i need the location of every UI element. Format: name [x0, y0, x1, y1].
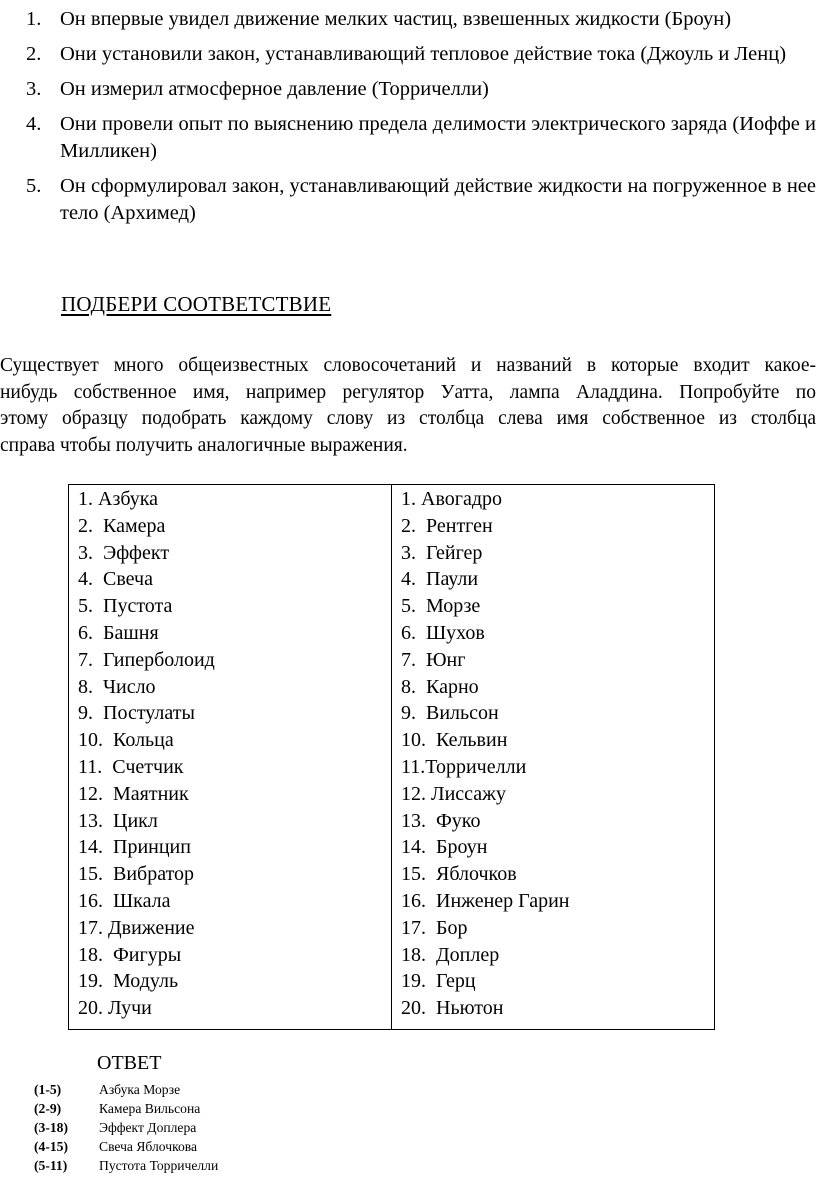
list-item: 9. Постулаты — [78, 702, 195, 725]
answer-row — [34, 1156, 218, 1175]
questions-list — [26, 6, 816, 235]
matching-table — [68, 484, 715, 1030]
question-item — [26, 111, 816, 165]
list-item: 20. Ньютон — [401, 997, 504, 1020]
list-item: 7. Гиперболоид — [78, 648, 215, 671]
list-item: 11.Торричелли — [401, 755, 527, 778]
list-item: 18. Фигуры — [78, 943, 182, 966]
question-text: Он измерил атмосферное давление (Торричелли) — [60, 78, 489, 100]
intro-line: нибудь собственное имя, например регулятор Уатта, лампа Аладдина. Попробуйте по — [0, 381, 816, 403]
list-item: 11. Счетчик — [78, 755, 184, 778]
answer-row — [34, 1118, 218, 1137]
question-number: 1. — [26, 8, 42, 30]
answer-code: (1-5) — [34, 1082, 62, 1097]
table-row — [69, 485, 715, 1030]
question-item — [26, 41, 816, 68]
question-number: 2. — [26, 43, 42, 65]
list-item: 17. Движение — [78, 916, 195, 939]
answer-title: ОТВЕТ — [97, 1052, 162, 1074]
list-item: 6. Шухов — [401, 621, 485, 644]
question-item — [26, 173, 816, 227]
list-item: 17. Бор — [401, 916, 468, 939]
answer-text: Пустота Торричелли — [99, 1158, 219, 1173]
question-number: 5. — [26, 175, 42, 197]
list-item: 14. Броун — [401, 836, 488, 859]
answer-text: Камера Вильсона — [99, 1101, 201, 1116]
answer-row — [34, 1137, 218, 1156]
list-item: 20. Лучи — [78, 997, 152, 1020]
left-column-cell — [69, 485, 392, 1030]
question-text: Они установили закон, устанавливающий тепловое действие тока (Джоуль и Ленц) — [60, 43, 787, 65]
list-item: 18. Доплер — [401, 943, 500, 966]
list-item: 1. Азбука — [78, 488, 159, 510]
list-item: 16. Шкала — [78, 889, 171, 912]
intro-paragraph — [0, 353, 816, 459]
list-item: 3. Гейгер — [401, 541, 483, 564]
list-item: 9. Вильсон — [401, 702, 499, 725]
answer-row — [34, 1080, 218, 1099]
question-text: Он сформулировал закон, устанавливающий действие жидкости на погруженное в нее тело (Архимед) — [60, 175, 816, 224]
answers-list — [34, 1080, 218, 1175]
question-item — [26, 6, 816, 33]
question-item — [26, 76, 816, 103]
list-item: 15. Вибратор — [78, 863, 195, 886]
right-column-cell — [392, 485, 715, 1030]
answer-code: (2-9) — [34, 1101, 62, 1116]
question-text: Он впервые увидел движение мелких частиц, взвешенных жидкости (Броун) — [60, 8, 732, 30]
list-item: 1. Авогадро — [401, 488, 503, 510]
answer-code: (5-11) — [34, 1158, 68, 1173]
list-item: 19. Модуль — [78, 970, 179, 993]
list-item: 12. Лиссажу — [401, 782, 506, 805]
list-item: 6. Башня — [78, 621, 159, 644]
list-item: 5. Морзе — [401, 595, 481, 618]
list-item: 3. Эффект — [78, 541, 170, 564]
intro-line: этому образцу подобрать каждому слову из столбца слева имя собственное из столбца — [0, 408, 816, 429]
question-number: 4. — [26, 113, 42, 135]
list-item: 8. Число — [78, 675, 156, 698]
list-item: 12. Маятник — [78, 782, 189, 805]
list-item: 4. Свеча — [78, 568, 153, 591]
list-item: 14. Принцип — [78, 836, 191, 859]
list-item: 13. Цикл — [78, 809, 158, 832]
list-item: 10. Кольца — [78, 729, 174, 752]
list-item: 4. Паули — [401, 568, 479, 591]
intro-line: справа чтобы получить аналогичные выражения. — [0, 434, 408, 456]
list-item: 2. Рентген — [401, 514, 493, 537]
list-item: 19. Герц — [401, 970, 476, 993]
question-number: 3. — [26, 78, 42, 100]
intro-line: Существует много общеизвестных словосочетаний и названий в которые входит какое- — [0, 355, 816, 376]
answer-text: Азбука Морзе — [99, 1082, 181, 1097]
list-item: 5. Пустота — [78, 595, 173, 618]
list-item: 7. Юнг — [401, 648, 466, 671]
list-item: 16. Инженер Гарин — [401, 889, 570, 912]
list-item: 10. Кельвин — [401, 729, 508, 752]
answer-code: (3-18) — [34, 1120, 68, 1135]
answer-text: Свеча Яблочкова — [99, 1139, 198, 1154]
answer-text: Эффект Доплера — [99, 1120, 197, 1135]
question-text: Они провели опыт по выяснению предела делимости электрического заряда (Иоффе и Милликен) — [60, 113, 816, 162]
list-item: 8. Карно — [401, 675, 479, 698]
answer-code: (4-15) — [34, 1139, 68, 1154]
list-item: 13. Фуко — [401, 809, 481, 832]
list-item: 2. Камера — [78, 514, 166, 537]
section-heading: ПОДБЕРИ СООТВЕТСТВИЕ — [61, 292, 332, 316]
list-item: 15. Яблочков — [401, 863, 517, 886]
answer-row — [34, 1099, 218, 1118]
